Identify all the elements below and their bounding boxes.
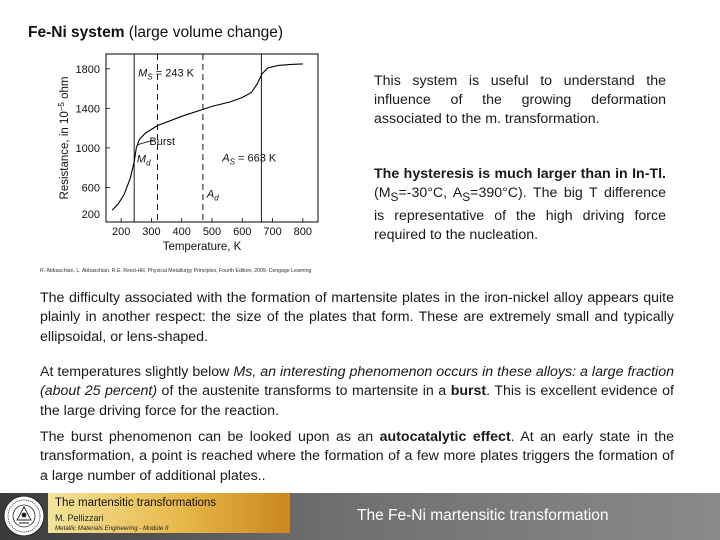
as-sub: S [462, 190, 471, 205]
burst-annotation: Burst [149, 135, 176, 148]
x-tick-label: 800 [293, 226, 313, 238]
footer-course-title: The martensitic transformations [55, 497, 217, 509]
y-tick-label: 600 [81, 182, 100, 195]
y-tick-label: 1000 [75, 142, 100, 155]
hysteresis-bold: The hysteresis is much larger than in In-Tl. [374, 166, 666, 182]
footer-author: M. Pellizzari [55, 513, 104, 523]
burst-text-b: of the austenite transforms to martensite in a [157, 383, 451, 400]
slide-title [28, 24, 283, 42]
footer-module: Metallic Materials Engineering - Module II [55, 525, 169, 532]
y-axis-label: Resistance, in $10^{-5}$ ohm [57, 76, 71, 200]
y-tick-label: 200 [81, 209, 100, 221]
side-note-usefulness: This system is useful to understand the influence of the growing deformation associated to the m. transformation. [374, 73, 666, 128]
paragraph-burst [40, 363, 674, 421]
x-tick-label: 400 [172, 226, 191, 238]
y-tick-label: 1800 [75, 63, 100, 76]
auto-text-b: . At an early state in the transformation, a point is reached where the formation of a few more plates triggers the formation of a large number of additional plates.. [40, 429, 674, 484]
ms-annotation: $M_S = 243$ K [138, 67, 194, 82]
x-axis-label: Temperature, K [162, 241, 242, 253]
auto-text-bold: autocatalytic effect [379, 429, 511, 445]
y-tick-label: 1400 [75, 103, 100, 116]
x-tick-label: 500 [202, 226, 222, 238]
as-text: =-30°C, A [398, 185, 463, 202]
x-tick-label: 300 [142, 226, 161, 238]
paragraph-plate-size: The difficulty associated with the formation of martensite plates in the iron-nickel alloy appears quite plainly in another respect: the size of the plates that form. These are extremely small and typically ellipsoidal, or lens-shaped. [40, 290, 674, 345]
side-note-hysteresis [374, 165, 666, 246]
burst-text-a: At temperatures slightly below [40, 364, 234, 380]
university-seal-icon [3, 495, 45, 537]
burst-text-bold: burst [450, 383, 487, 400]
footer-slide-title: The Fe-Ni martensitic transformation [357, 507, 609, 524]
burst-text-italic: Ms, an interesting phenomenon occurs in these alloys: a large fraction (about 25 percent) [40, 364, 674, 400]
ms-sub: S [390, 190, 399, 205]
paragraph-autocatalytic [40, 428, 674, 486]
resistance-temperature-chart [28, 46, 358, 253]
slide-title-bold: Fe-Ni system [28, 24, 125, 41]
ad-annotation: $A_d$ [206, 188, 219, 203]
burst-text-c: . This is excellent evidence of the large driving force for the reaction. [40, 383, 674, 419]
hysteresis-rest: =390°C). The big T difference is representative of the high driving force required to the nucleation. [374, 185, 666, 244]
slide-title-rest: (large volume change) [124, 24, 284, 41]
md-annotation: $M_d$ [136, 153, 151, 168]
x-tick-label: 700 [263, 226, 282, 238]
as-annotation: $A_S = 663$ K [222, 152, 277, 167]
auto-text-a: The burst phenomenon can be looked upon as an [40, 429, 380, 445]
x-tick-label: 600 [233, 226, 252, 238]
figure-citation: R. Abbaschian, L. Abbaschian, R.E. Reed-Hill, Physical Metallurgy Principles, Fourth Edition, 2009, Cengage Learning [40, 268, 312, 274]
ms-text: (M [374, 185, 391, 202]
x-tick-label: 200 [111, 226, 131, 238]
